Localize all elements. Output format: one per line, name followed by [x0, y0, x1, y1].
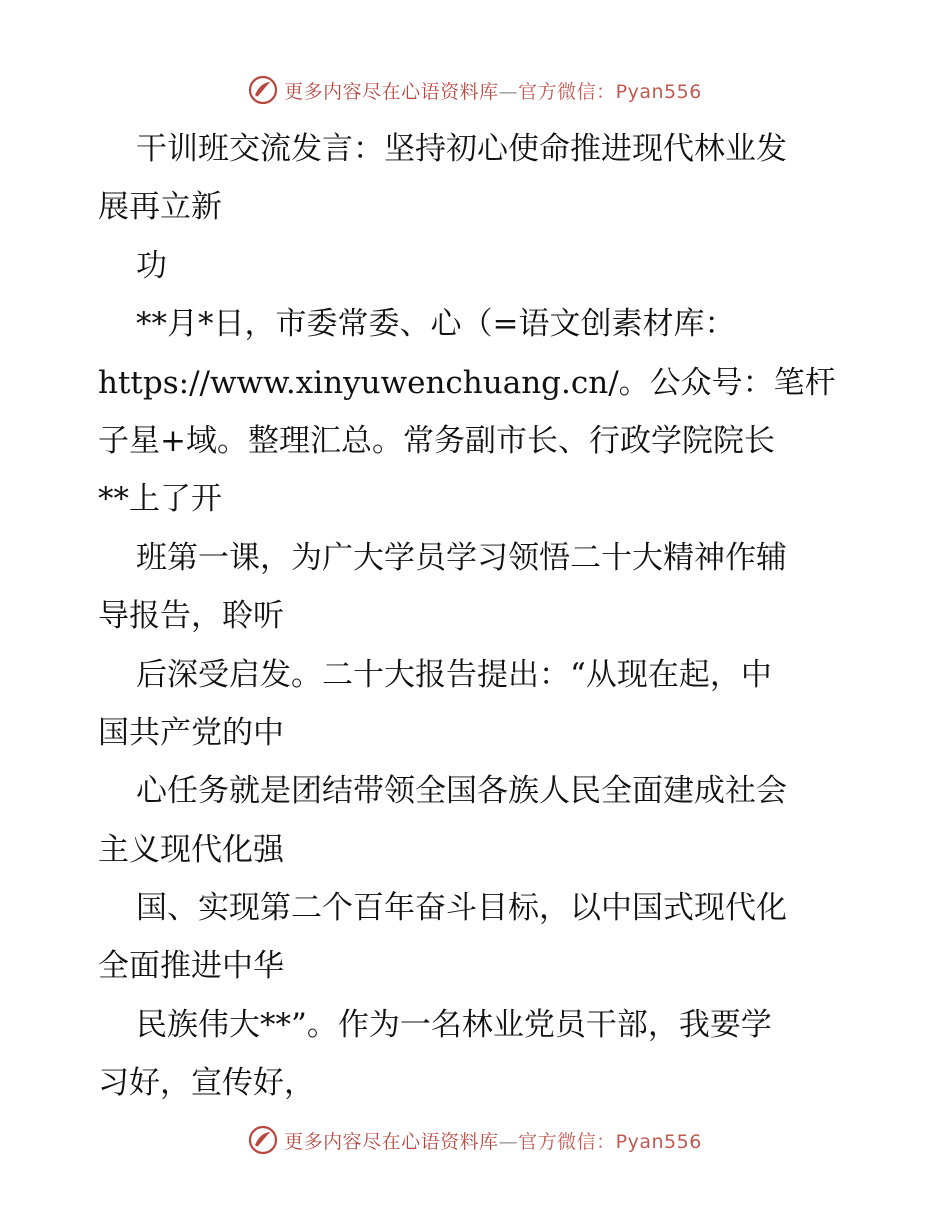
doc-line: 民族伟大**”。作为一名林业党员干部，我要学 — [136, 1006, 772, 1043]
doc-line: 习好，宣传好， — [98, 1065, 315, 1102]
doc-line: 心任务就是团结带领全国各族人民全面建成社会 — [136, 773, 787, 810]
doc-line: 后深受启发。二十大报告提出：“从现在起，中 — [136, 656, 772, 693]
doc-line: **月*日，市委常委、心（=语文创素材库： — [136, 306, 736, 343]
logo-icon — [248, 1125, 278, 1155]
header-separator: — — [498, 80, 519, 103]
header-banner — [0, 70, 950, 110]
doc-line: 国、实现第二个百年奋斗目标，以中国式现代化 — [136, 890, 787, 927]
doc-line: 班第一课，为广大学员学习领悟二十大精神作辅 — [136, 539, 787, 576]
doc-line: https://www.xinyuwenchuang.cn/。公众号：笔杆 — [98, 364, 836, 401]
doc-line: 子星+域。整理汇总。常务副市长、行政学院院长 — [98, 422, 775, 459]
doc-line: 干训班交流发言：坚持初心使命推进现代林业发 — [136, 131, 787, 167]
doc-line: **上了开 — [98, 481, 222, 518]
footer-separator: — — [498, 1130, 519, 1153]
doc-line: 全面推进中华 — [98, 948, 284, 985]
doc-line: 功 — [136, 247, 167, 284]
doc-line: 展再立新 — [98, 189, 222, 226]
doc-line: 国共产党的中 — [98, 714, 284, 751]
footer-contact-text: 官方微信：Pyan556 — [518, 1130, 702, 1153]
logo-icon — [248, 75, 278, 105]
doc-line: 主义现代化强 — [98, 831, 284, 868]
document-body — [98, 120, 854, 1113]
header-site-text: 更多内容尽在心语资料库 — [284, 80, 499, 103]
footer-banner — [0, 1120, 950, 1160]
doc-line: 导报告，聆听 — [98, 598, 284, 635]
footer-site-text: 更多内容尽在心语资料库 — [284, 1130, 499, 1153]
header-contact-text: 官方微信：Pyan556 — [518, 80, 702, 103]
